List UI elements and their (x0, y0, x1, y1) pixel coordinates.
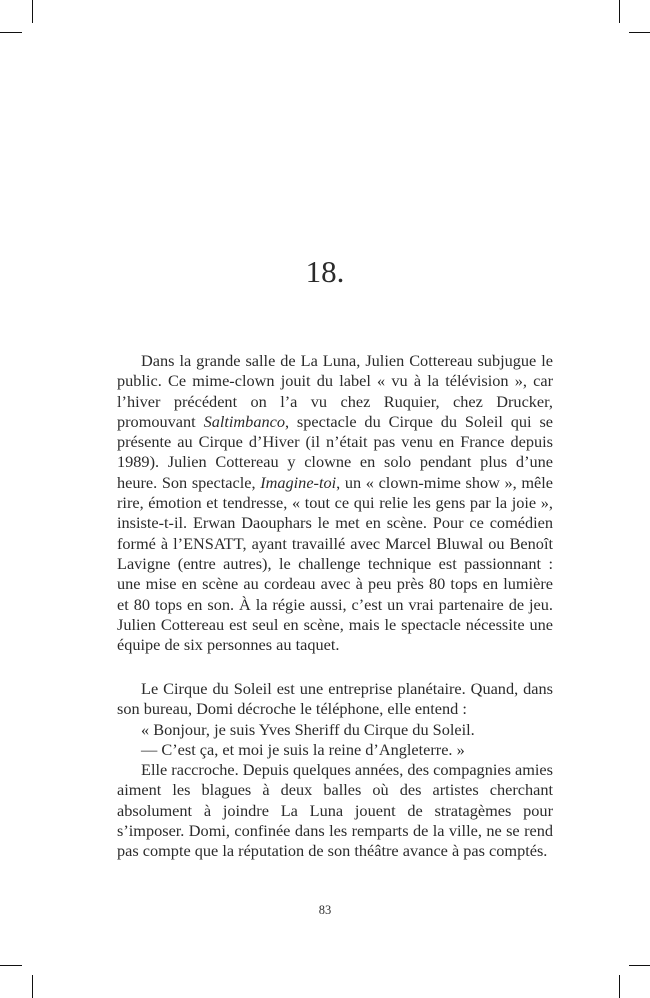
crop-mark-top-left-horizontal (0, 32, 22, 33)
italic-title-imagine-toi: Imagine-toi (260, 472, 337, 492)
crop-mark-bottom-left-horizontal (0, 965, 22, 966)
text-segment: , spectacle du Cirque du Soleil qui se présente au Cirque d’Hiver (il n’était pas venu en France depuis 1989). Julien Cottereau y clowne en solo pendant plus d’une heure. Son spectacle, (117, 411, 554, 492)
crop-mark-top-right-vertical (619, 0, 620, 23)
dialogue-line-2: — C’est ça, et moi je suis la reine d’Angleterre. » (141, 739, 465, 759)
section-1 (117, 351, 553, 655)
dialogue-line-1: « Bonjour, je suis Yves Sheriff du Cirque du Soleil. (141, 719, 475, 739)
page-number: 83 (318, 903, 332, 917)
text-segment: , un « clown-mime show », mêle rire, émotion et tendresse, « tout ce qui relie les gens par la joie », insiste-t-il. Erwan Daouphars le met en scène. Pour ce comédien formé à l’ENSATT, ayant travaillé avec Marcel Bluwal ou Benoît Lavigne (entre autres), le challenge technique est passionnant : une mise en scène au cordeau avec à peu près 80 tops en lumière et 80 tops en son. À la régie aussi, c’est un vrai partenaire de jeu. Julien Cottereau est seul en scène, mais le spectacle nécessite une équipe de six personnes au taquet. (117, 472, 553, 655)
crop-mark-bottom-right-horizontal (629, 965, 650, 966)
crop-mark-top-right-horizontal (629, 32, 650, 33)
paragraph-la-luna (117, 351, 553, 655)
section-2 (117, 679, 553, 862)
crop-mark-top-left-vertical (32, 0, 33, 23)
crop-mark-bottom-left-vertical (32, 975, 33, 998)
italic-title-saltimbanco: Saltimbanco (203, 411, 285, 431)
text-segment: Dans la grande salle de La Luna, Julien Cottereau subjugue le public. Ce mime-clown jouit du label « vu à la télévision », car l’hiver précédent on l’a vu chez Ruquier, chez Drucker, promouvant (117, 351, 553, 431)
paragraph-cirque-du-soleil: Le Cirque du Soleil est une entreprise planétaire. Quand, dans son bureau, Domi décroche le téléphone, elle entend : (117, 679, 553, 719)
chapter-title: 18. (305, 254, 345, 289)
paragraph-elle-raccroche: Elle raccroche. Depuis quelques années, des compagnies amies aiment les blagues à deux balles où des artistes cherchant absolument à joindre La Luna jouent de stratagèmes pour s’imposer. Domi, confinée dans les remparts de la ville, ne se rend pas compte que la réputation de son théâtre avance à pas comptés. (117, 760, 553, 861)
crop-mark-bottom-right-vertical (619, 975, 620, 998)
